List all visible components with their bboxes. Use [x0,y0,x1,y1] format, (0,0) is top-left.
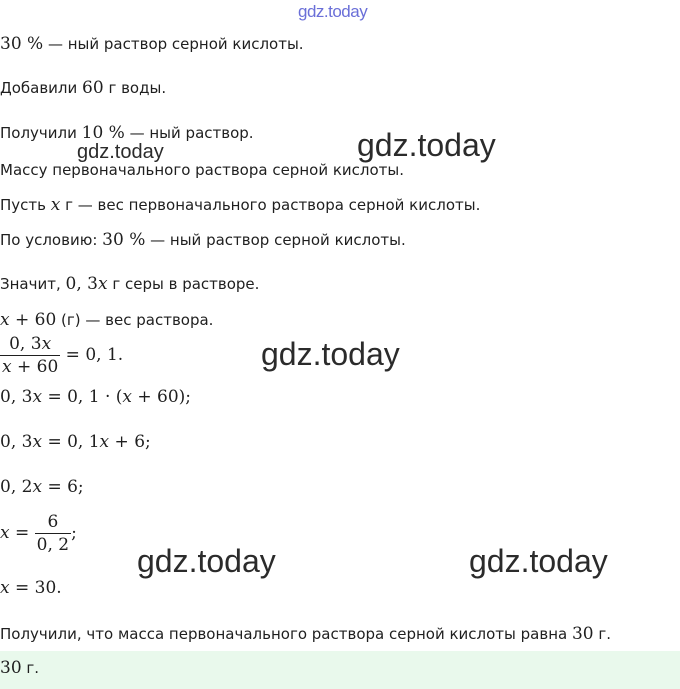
watermark: gdz.today [469,543,608,579]
line-conclusion: Получили, что масса первоначального раствора серной кислоты равна 30 г. [0,624,612,644]
equation-2: 0, 3x = 0, 1 · (x + 60); [0,387,192,407]
line-solution-weight: x + 60 (г) — вес раствора. [0,310,214,330]
line-result-solution: Получили 10 % — ный раствор. [0,123,254,143]
equation-6: x = 30. [0,578,62,598]
fraction: $\frac{6}{0, 2}$ [36,512,70,555]
line-added-water: Добавили 60 г воды. [0,78,167,98]
equation-5: x = $\frac{6}{0, 2}$ ; [0,512,77,555]
fraction: $\frac{0, 3x}{x + 60}$ [2,334,59,377]
equation-3: 0, 3x = 0, 1x + 6; [0,432,151,452]
watermark: gdz.today [261,336,400,372]
equation-4: 0, 2x = 6; [0,477,84,497]
watermark-top: gdz.today [298,2,368,21]
equation-1: $\frac{0, 3x}{x + 60}$ = 0, 1. [2,334,124,377]
watermark: gdz.today [77,141,164,163]
answer-box [0,651,680,689]
watermark: gdz.today [137,543,276,579]
line-condition: По условию: 30 % — ный раствор серной кислоты. [0,230,406,250]
line-sulfur-amount: Значит, 0, 3x г серы в растворе. [0,274,260,294]
line-let-x: Пусть x г — вес первоначального раствора серной кислоты. [0,195,481,215]
watermark: gdz.today [357,127,496,163]
answer-text: 30 г. [0,658,40,678]
line-question: Массу первоначального раствора серной кислоты. [0,161,405,179]
line-given-solution: 30 % — ный раствор серной кислоты. [0,34,304,54]
